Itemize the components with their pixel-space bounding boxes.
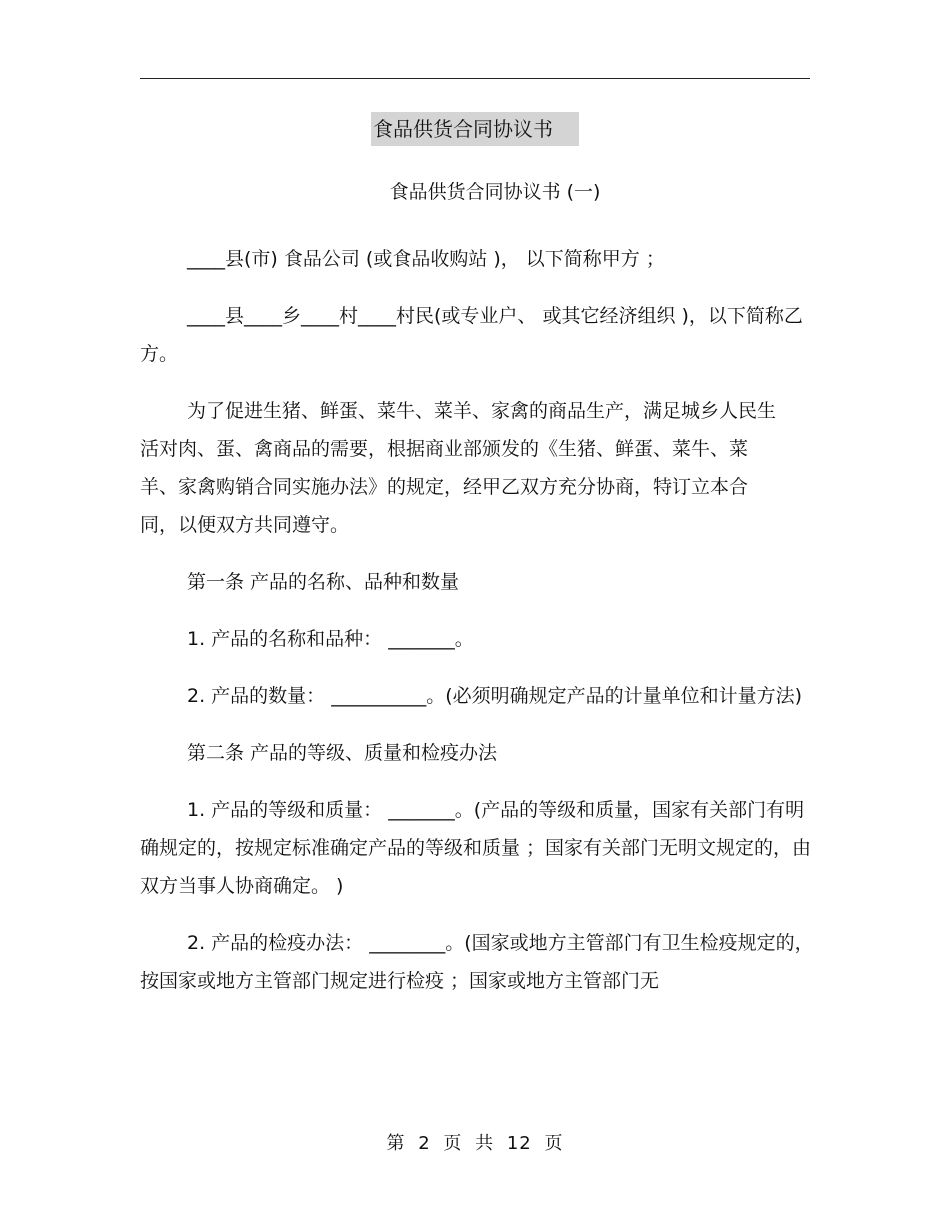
article-1-item-1: 1. 产品的名称和品种： _______。 [187,628,474,650]
article-1-heading: 第一条 产品的名称、品种和数量 [187,571,460,593]
article-1-item-2: 2. 产品的数量： __________。(必须明确规定产品的计量单位和计量方法) [187,685,803,707]
article-2-heading: 第二条 产品的等级、质量和检疫办法 [187,742,498,764]
header-rule [140,78,810,79]
document-subtitle: 食品供货合同协议书 (一) [389,181,601,203]
paragraph-preamble: 为了促进生猪、鲜蛋、菜牛、菜羊、家禽的商品生产，满足城乡人民生活对肉、蛋、禽商品的需要，根据商业部颁发的《生猪、鲜蛋、菜牛、菜羊、家禽购销合同实施办法》的规定，经甲乙双方充分协商，特订立本合同，以便双方共同遵守。 [140,400,777,536]
paragraph-party-a: ____县(市) 食品公司 (或食品收购站 )， 以下简称甲方 ； [187,248,665,270]
paragraph-party-b: ____县____乡____村____村民(或专业户、 或其它经济组织 )，以下简称乙方。 [140,305,803,365]
document-body [140,240,815,1019]
document-title: 食品供货合同协议书 [371,112,579,146]
article-2-item-1: 1. 产品的等级和质量： _______。(产品的等级和质量，国家有关部门有明确规定的，按规定标准确定产品的等级和质量 ；国家有关部门无明文规定的，由双方当事人协商确定。 ) [140,799,812,897]
page-footer: 第 2 页 共 12 页 [386,1133,564,1154]
article-2-item-2: 2. 产品的检疫办法： ________。(国家或地方主管部门有卫生检疫规定的，按国家或地方主管部门规定进行检疫 ；国家或地方主管部门无 [140,932,814,992]
title-block [0,112,950,146]
